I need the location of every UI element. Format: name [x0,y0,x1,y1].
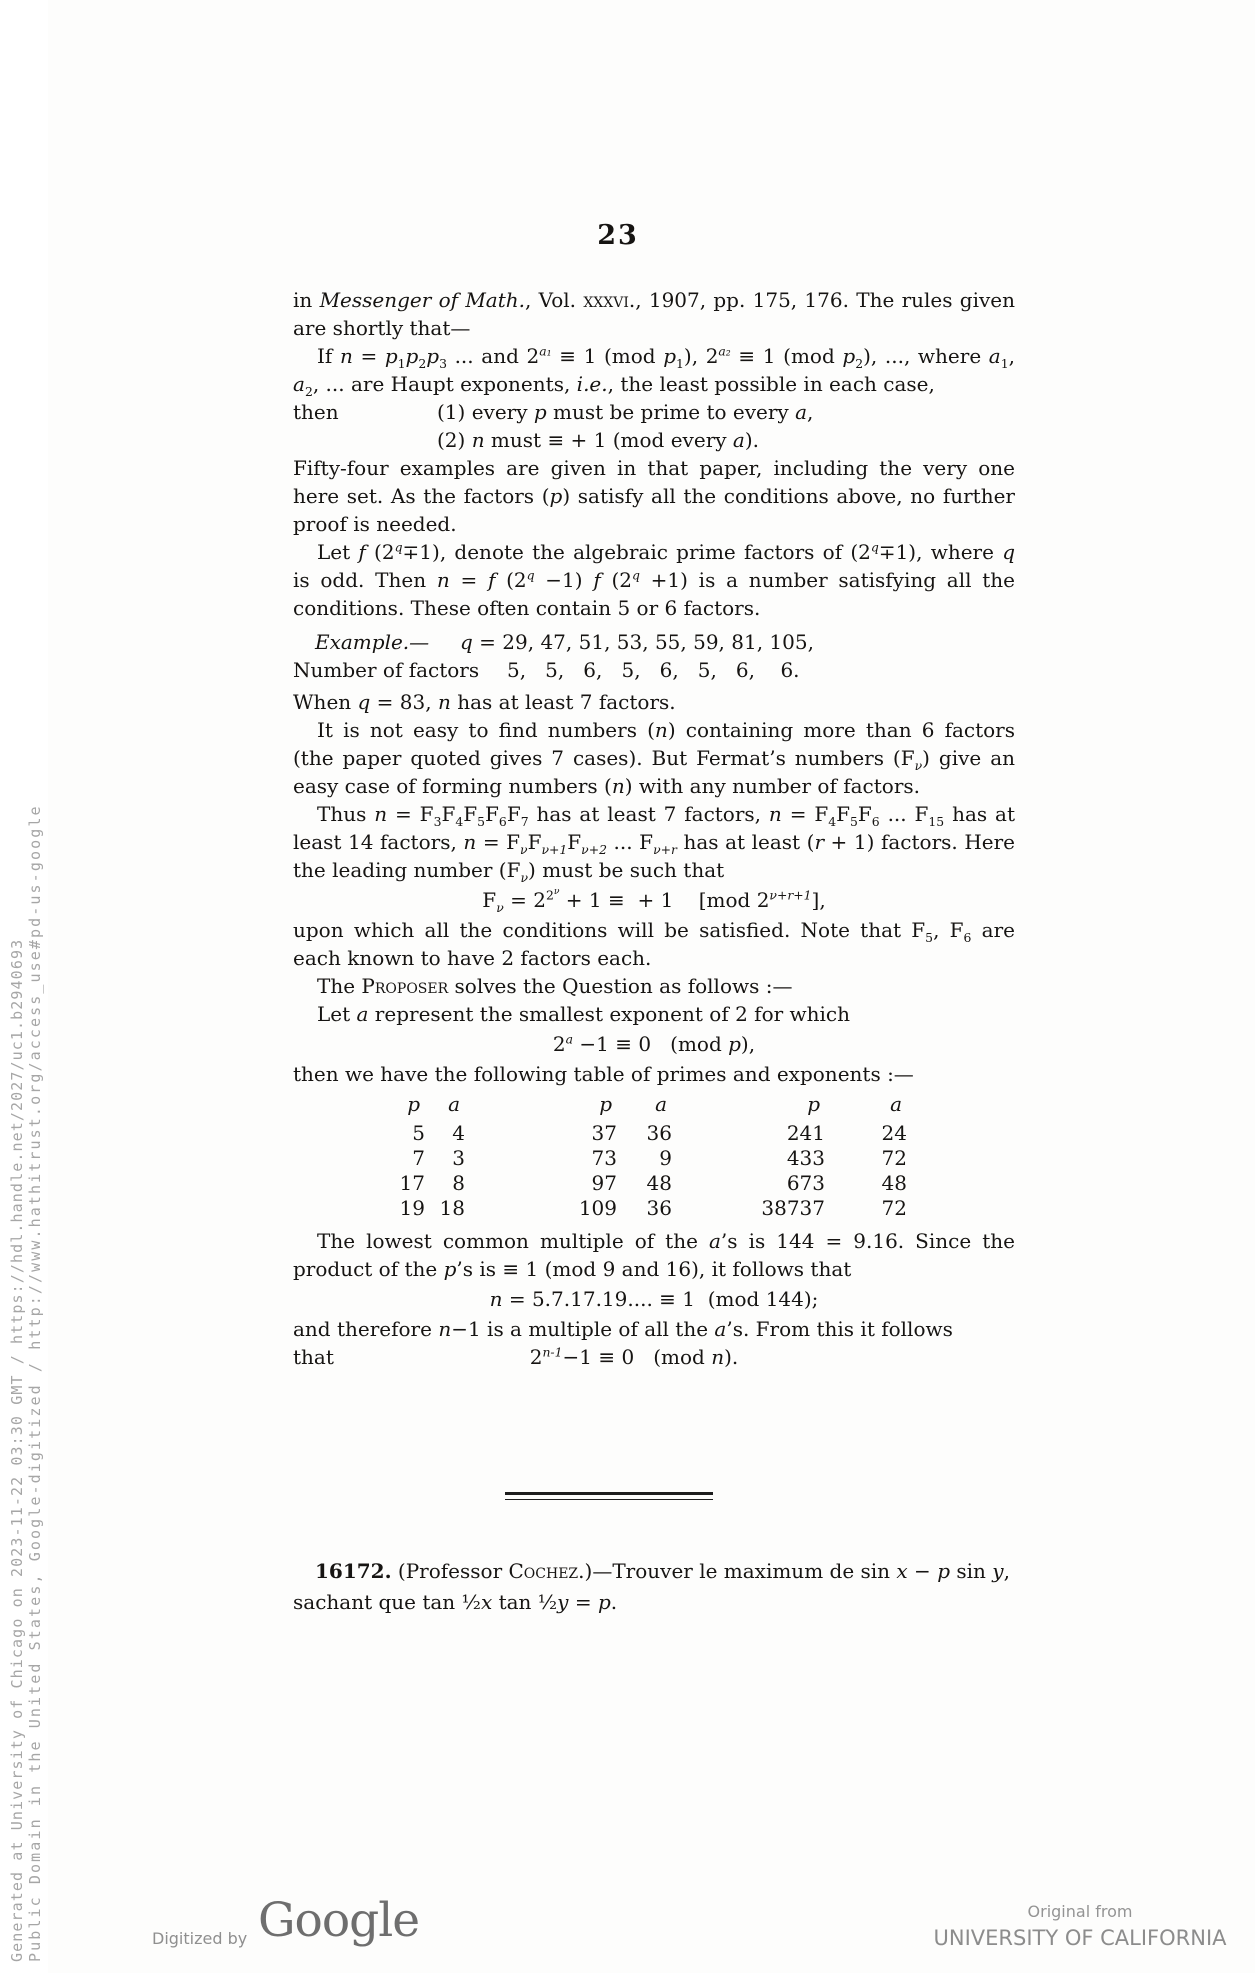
table-cell: 72 [881,1196,907,1220]
table-cell: a [448,1092,460,1116]
table-cell: p [807,1092,820,1116]
factors-row [293,656,1015,684]
equation-2a-minus-1: $2^a -1 \equiv 0$ (mod p), [552,1031,756,1056]
paragraph-upon-which: upon which all the conditions will be satisfied. Note that $F_5$, $F_6$ are each known to have 2 factors each. [293,918,1015,970]
table-cell: 18 [439,1196,465,1220]
final-congruence-row [293,1343,1015,1371]
table-cell: 73 [591,1146,617,1170]
problem-statement-line1: 16172. (Professor Cochez.)—Trouver le maximum de sin x − p sin y, [315,1559,1010,1583]
table-cell: a [890,1092,902,1116]
paragraph-not-easy: It is not easy to find numbers (n) containing more than 6 factors (the paper quoted gives 7 cases). But Fermat’s numbers $(F_\nu)$ give an easy case of forming numbers (n) with any number of factors. [293,718,1016,798]
table-cell: 8 [452,1171,465,1195]
factors-label: Number of factors [293,658,480,682]
paragraph-lcm: The lowest common multiple of the a’s is 144 = 9.16. Since the product of the p’s is ≡ 1 (mod 9 and 16), it follows that [293,1229,1015,1281]
table-cell: 5 [412,1121,425,1145]
table-cell: 241 [786,1121,825,1145]
equation-fermat-number: $F_\nu = 2^{2\nu} + 1$ ≡ + 1 [mod $2^{\nu+r+1}$], [482,886,826,915]
digitized-by-label: Digitized by [152,1929,248,1948]
primes-exponents-table [293,1121,1015,1221]
table-cell: 7 [412,1146,425,1170]
table-cell: 48 [881,1171,907,1195]
example-label: Example.— [315,630,430,654]
table-cell: a [655,1092,667,1116]
table-cell: 109 [578,1196,617,1220]
problem-16172 [293,1556,1015,1618]
page-number: 23 [597,220,639,251]
paragraph-let-a: Let a represent the smallest exponent of 2 for which [317,1002,851,1026]
example-q-values: q = 29, 47, 51, 53, 55, 59, 81, 105, [460,630,814,654]
paragraph-rule-setup: If $n = p_1p_2p_3$ ... and $2^{a_1} \equiv 1$ (mod $p_1$), $2^{a_2} \equiv 1$ (mod $p_2$), ..., where $a_1$, $a_2$, ... are Haupt exponents, i.e., the least possible in each case, [293,343,1015,399]
margin-generated-note: Generated at University of Chicago on 2023-11-22 03:30 GMT / https://hdl.handle.net/2027/uc1.b2940693 [8,938,26,1962]
problem-statement-line2: sachant que tan ½x tan ½y = p. [293,1590,618,1614]
table-cell: 97 [591,1171,617,1195]
table-cell: 36 [646,1121,672,1145]
table-cell: 433 [786,1146,825,1170]
primes-exponents-table-header [293,1092,1015,1117]
page-body [293,286,1015,1373]
paragraph-let-f: Let f $(2^q\mp 1)$, denote the algebraic prime factors of $(2^q\mp 1)$, where q is odd. Then n = f $(2^q -1)$ f $(2^q +1)$ is a number satisfying all the conditions. These often contain 5 or 6 factors. [293,539,1016,620]
table-cell: p [599,1092,612,1116]
table-cell: 36 [646,1196,672,1220]
paragraph-fermat: Thus $n = F_3F_4F_5F_6F_7$ has at least 7 factors, $n = F_4F_5F_6$ ... $F_{15}$ has at least 14 factors, $n = F_\nu F_{\nu+1}F_{\nu+2}$ ... $F_{\nu+r}$ has at least (r + 1) factors. Here the leading number $(F_\nu)$ must be such that [293,802,1016,885]
table-cell: 37 [591,1121,617,1145]
table-cell: 48 [646,1171,672,1195]
paragraph-therefore: and therefore n−1 is a multiple of all the a’s. From this it follows [293,1317,953,1341]
original-from-label: Original from [1027,1902,1133,1921]
source-library-label: UNIVERSITY OF CALIFORNIA [933,1926,1227,1950]
paragraph-table-intro: then we have the following table of primes and exponents :— [293,1062,914,1086]
table-cell: 4 [452,1121,465,1145]
condition-2-row [293,426,1015,454]
google-logo: Google [258,1893,420,1948]
table-cell: 3 [452,1146,465,1170]
table-cell: 72 [881,1146,907,1170]
table-cell: p [407,1092,420,1116]
then-spacer [293,426,437,454]
paragraph-when-q83: When q = 83, n has at least 7 factors. [293,690,676,714]
factors-values: 5, 5, 6, 5, 6, 5, 6, 6. [507,658,800,682]
then-label: then [293,400,339,424]
equation-n-product: n = 5.7.17.19.... ≡ 1 (mod 144); [489,1287,819,1311]
table-cell: 38737 [761,1196,825,1220]
table-cell: 19 [399,1196,425,1220]
table-cell: 9 [659,1146,672,1170]
table-cell: 24 [881,1121,907,1145]
paragraph-fifty-four: Fifty-four examples are given in that paper, including the very one here set. As the factors (p) satisfy all the conditions above, no further proof is needed. [293,456,1015,536]
paragraph-proposer: The Proposer solves the Question as follows :— [317,974,793,998]
table-cell: 673 [786,1171,825,1195]
section-divider-rule [505,1492,713,1500]
equation-final-congruence: $2^{n-1}-1 \equiv 0$ (mod n). [529,1344,739,1369]
example-row [293,628,1015,656]
margin-public-domain-note: Public Domain in the United States, Google-digitized / http://www.hathitrust.org/access_use#pd-us-google [26,804,44,1962]
that-label: that [293,1345,334,1369]
condition-1-row [293,398,1015,426]
condition-2: (2) n must ≡ + 1 (mod every a). [437,428,760,452]
paragraph-reference: in Messenger of Math., Vol. xxxvi., 1907, pp. 175, 176. The rules given are shortly that— [293,288,1015,340]
condition-1: (1) every p must be prime to every a, [437,400,814,424]
table-cell: 17 [399,1171,425,1195]
